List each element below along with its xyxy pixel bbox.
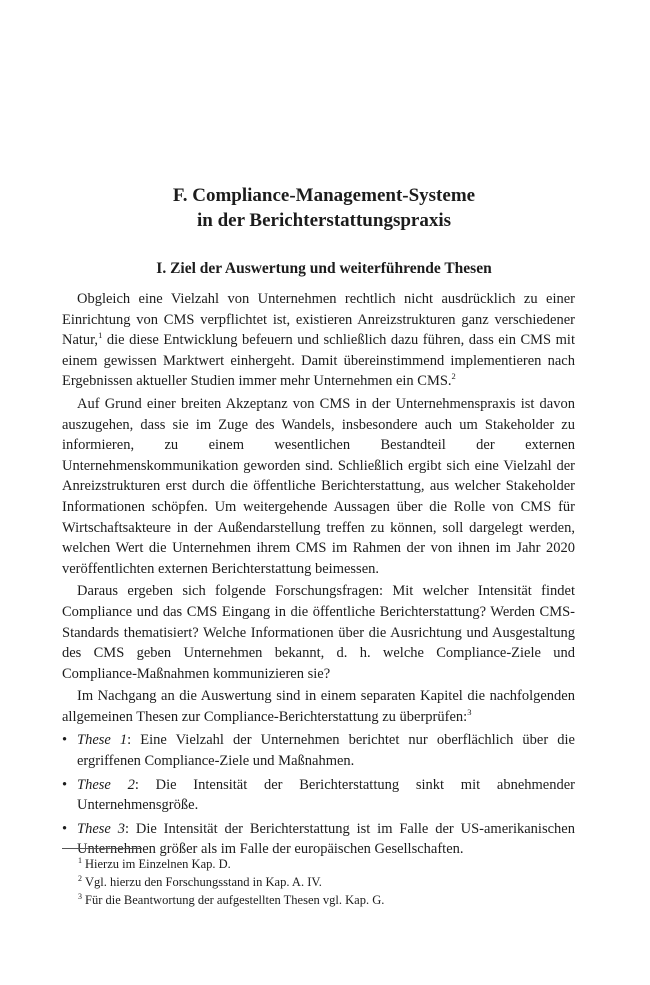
paragraph-1-part-b: die diese Entwicklung befeuern und schließlich dazu führen, dass ein CMS mit einem gewissen Marktwert einhergeht. Damit übereinstimmend implementieren nach Ergebnissen aktueller Studien immer mehr Unternehmen ein CMS. — [62, 332, 575, 390]
footnote-2 — [78, 873, 578, 891]
chapter-title — [60, 183, 588, 233]
footnote-number: 3 — [78, 892, 82, 901]
paragraph-4-text: Im Nachgang an die Auswertung sind in einem separaten Kapitel die nachfolgenden allgemeinen Thesen zur Compliance-Berichterstattung zu überprüfen: — [62, 688, 575, 725]
thesis-item-2 — [62, 775, 575, 816]
bullet-icon: • — [62, 776, 68, 793]
body-text — [62, 289, 575, 860]
paragraph-1 — [62, 289, 575, 392]
footnote-number: 2 — [78, 874, 82, 883]
footnote-ref-2: 2 — [451, 371, 456, 382]
footnote-text: Für die Beantwortung der aufgestellten Thesen vgl. Kap. G. — [85, 893, 385, 907]
footnote-number: 1 — [78, 856, 82, 865]
paragraph-4 — [62, 686, 575, 727]
footnote-ref-3: 3 — [467, 706, 472, 717]
thesis-item-3 — [62, 819, 575, 860]
footnote-3 — [78, 891, 578, 909]
chapter-title-line-2: in der Berichterstattungspraxis — [196, 210, 452, 231]
footnote-text: Hierzu im Einzelnen Kap. D. — [85, 857, 231, 871]
footnotes — [78, 855, 578, 909]
thesis-text: : Die Intensität der Berichterstattung sinkt mit abnehmender Unternehmensgröße. — [77, 776, 575, 814]
footnote-ref-1: 1 — [98, 330, 103, 341]
thesis-text: : Die Intensität der Berichterstattung ist im Falle der US-amerikanischen Unternehmen größer als im Falle der europäischen Gesellschaften. — [77, 820, 575, 858]
thesis-item-1 — [62, 730, 575, 771]
bullet-icon: • — [62, 732, 68, 749]
thesis-label: These 1 — [77, 732, 128, 749]
thesis-text: : Eine Vielzahl der Unternehmen berichtet nur oberflächlich über die ergriffenen Compliance-Ziele und Maßnahmen. — [77, 732, 575, 770]
chapter-title-line-1: F. Compliance-Management-Systeme — [172, 185, 476, 206]
footnote-text: Vgl. hierzu den Forschungsstand in Kap. A. IV. — [85, 875, 322, 889]
paragraph-2: Auf Grund einer breiten Akzeptanz von CMS in der Unternehmenspraxis ist davon auszugehen, dass sie im Zuge des Wandels, insbesondere auch um Stakeholder zu informieren, zu einem wesentlichen Bestandteil der externen Unternehmenskommunikation geworden sind. Schließlich ergibt sich eine Vielzahl der Anreizstrukturen erst durch die öffentliche Berichterstattung, aus welcher Stakeholder Informationen schöpfen. Um weitergehende Aussagen über die Rolle von CMS für Wirtschaftsakteure in der Außendarstellung treffen zu können, soll dargelegt werden, welchen Wert die Unternehmen ihrem CMS im Rahmen der von ihnen im Jahr 2020 veröffentlichten externen Berichterstattung beimessen. — [62, 395, 575, 577]
footnote-divider — [62, 848, 142, 849]
section-title: I. Ziel der Auswertung und weiterführende Thesen — [156, 260, 492, 277]
bullet-icon: • — [62, 820, 68, 837]
footnote-1 — [78, 855, 578, 873]
thesis-label: These 3 — [77, 820, 125, 837]
paragraph-3: Daraus ergeben sich folgende Forschungsfragen: Mit welcher Intensität findet Compliance und das CMS Eingang in die öffentliche Berichterstattung? Werden CMS-Standards thematisiert? Welche Informationen über die Ausrichtung und Ausgestaltung des CMS geben Unternehmen bekannt, d. h. welche Compliance-Ziele und Compliance-Maßnahmen kommunizieren sie? — [62, 583, 575, 682]
thesis-label: These 2 — [77, 776, 135, 793]
paragraph-1-part-a: Obgleich eine Vielzahl von Unternehmen rechtlich nicht ausdrücklich zu einer Einrichtung von CMS verpflichtet ist, existieren Anreizstrukturen ganz verschiedener Natur, — [62, 291, 575, 349]
theses-list — [62, 730, 575, 860]
